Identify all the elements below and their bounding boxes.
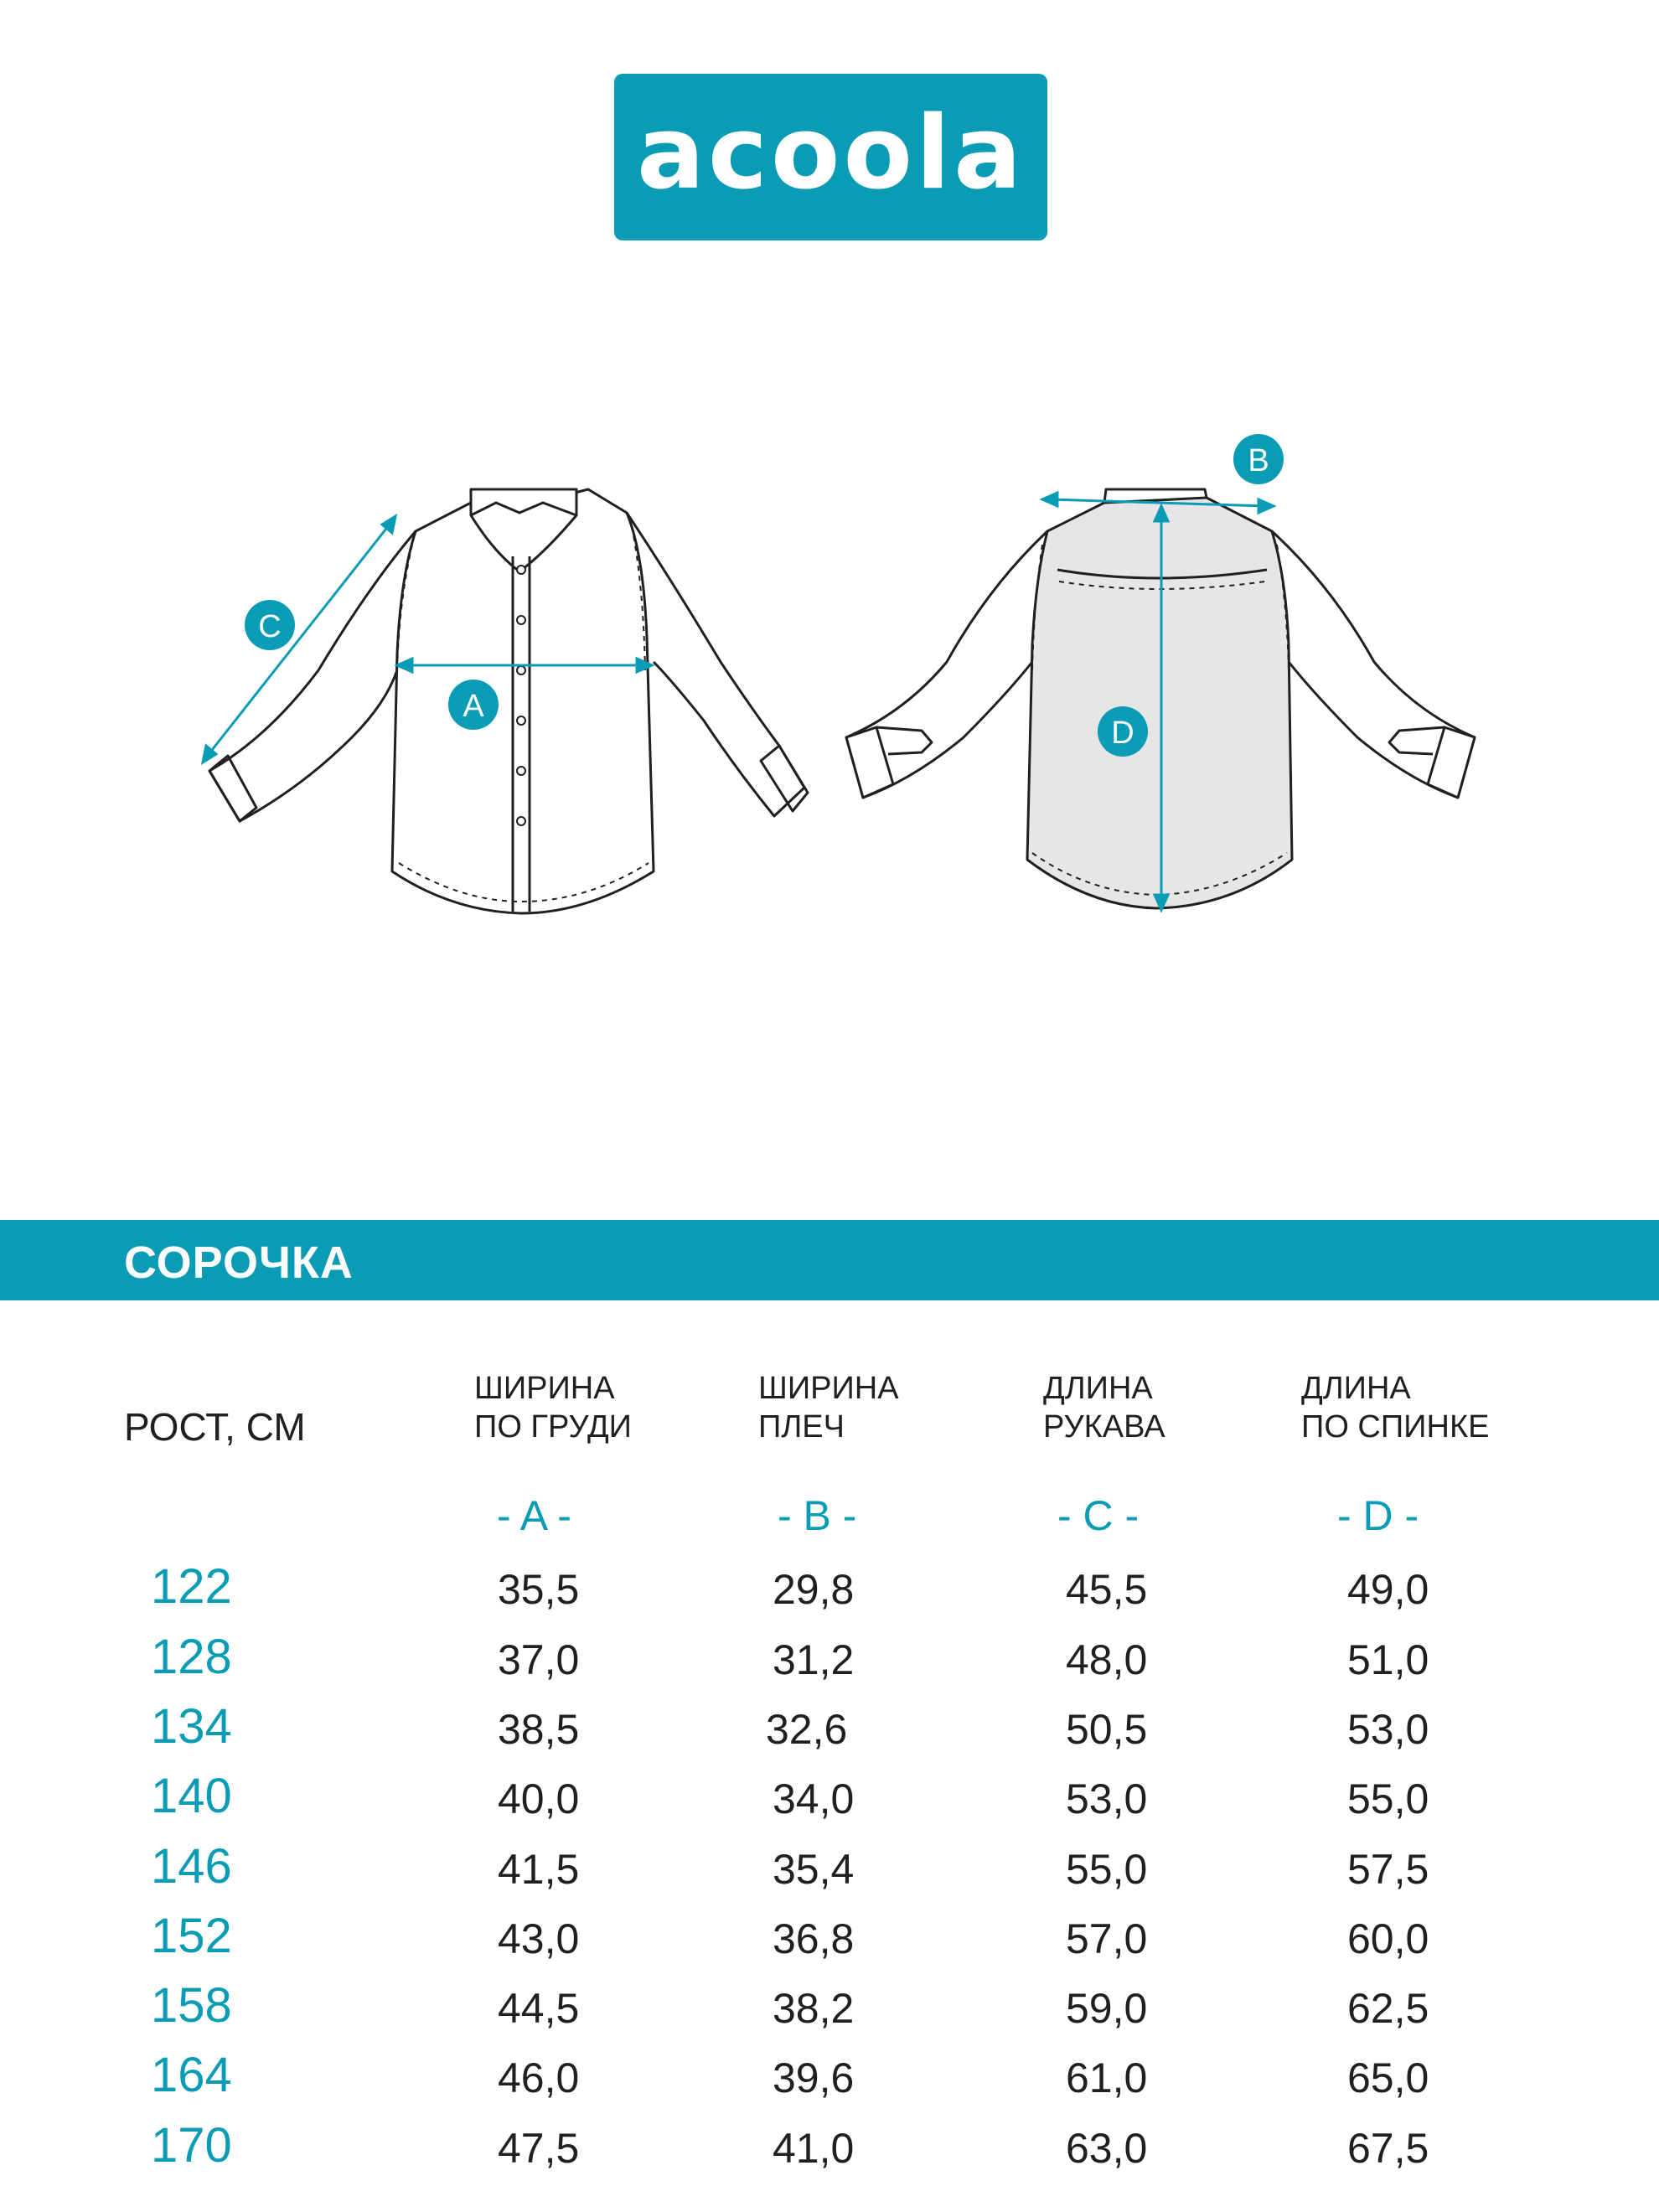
shirt-diagram	[0, 402, 1659, 938]
height-cell: 170	[151, 2118, 232, 2173]
height-header: РОСТ, СМ	[124, 1405, 306, 1449]
height-cell: 164	[151, 2048, 232, 2102]
back-length-cell: 57,5	[1347, 1846, 1429, 1893]
badge-b	[1233, 434, 1284, 484]
back-length-cell: 60,0	[1347, 1915, 1429, 1962]
height-cell: 122	[151, 1559, 232, 1614]
brand-logo-text: acoola	[636, 95, 1026, 212]
column-header-d	[1301, 1369, 1489, 1446]
sleeve-length-cell: 53,0	[1066, 1775, 1148, 1822]
chest-width-cell: 44,5	[498, 1985, 580, 2032]
column-header-b-line2: ПЛЕЧ	[758, 1409, 845, 1445]
column-code-a: - A -	[497, 1492, 571, 1539]
chest-width-cell: 46,0	[498, 2054, 580, 2101]
badge-d-label: D	[1111, 716, 1134, 751]
column-header-b	[758, 1369, 899, 1446]
column-header-c-line1: ДЛИНА	[1043, 1371, 1153, 1406]
height-cell: 140	[151, 1769, 232, 1823]
sleeve-length-cell: 55,0	[1066, 1846, 1148, 1893]
chest-width-cell: 37,0	[498, 1636, 580, 1683]
chest-width-cell: 35,5	[498, 1566, 580, 1613]
shoulder-width-cell: 38,2	[773, 1985, 855, 2032]
sleeve-length-cell: 57,0	[1066, 1915, 1148, 1962]
column-code-d: - D -	[1337, 1492, 1419, 1539]
table-row	[0, 1768, 1659, 1838]
badge-a	[448, 680, 499, 730]
column-header-a-line1: ШИРИНА	[474, 1371, 615, 1406]
sleeve-length-cell: 48,0	[1066, 1636, 1148, 1683]
table-row	[0, 2117, 1659, 2188]
badge-c	[245, 600, 295, 650]
table-row	[0, 1977, 1659, 2048]
shirt-front-drawing	[209, 489, 808, 913]
back-length-cell: 49,0	[1347, 1566, 1429, 1613]
shoulder-width-cell: 32,6	[766, 1706, 848, 1753]
shoulder-width-cell: 34,0	[773, 1775, 855, 1822]
badge-d	[1098, 706, 1148, 757]
column-header-a-line2: ПО ГРУДИ	[474, 1409, 632, 1445]
column-header-a	[474, 1369, 632, 1446]
back-length-cell: 53,0	[1347, 1706, 1429, 1753]
back-length-cell: 67,5	[1347, 2125, 1429, 2172]
column-header-d-line1: ДЛИНА	[1301, 1371, 1411, 1406]
column-code-b: - B -	[778, 1492, 857, 1539]
product-title: СОРОЧКА	[124, 1238, 354, 1288]
back-length-cell: 51,0	[1347, 1636, 1429, 1683]
height-cell: 128	[151, 1630, 232, 1684]
chest-width-cell: 41,5	[498, 1846, 580, 1893]
column-header-d-line2: ПО СПИНКЕ	[1301, 1409, 1490, 1445]
table-row	[0, 2047, 1659, 2117]
chest-width-cell: 43,0	[498, 1915, 580, 1962]
sleeve-length-cell: 45,5	[1066, 1566, 1148, 1613]
height-cell: 134	[151, 1699, 232, 1754]
shoulder-width-cell: 31,2	[773, 1636, 855, 1683]
shoulder-width-cell: 41,0	[773, 2125, 855, 2172]
back-length-cell: 55,0	[1347, 1775, 1429, 1822]
table-row	[0, 1558, 1659, 1629]
table-row	[0, 1908, 1659, 1978]
back-length-cell: 65,0	[1347, 2054, 1429, 2101]
table-row	[0, 1838, 1659, 1909]
badge-c-label: C	[258, 609, 282, 644]
chest-width-cell: 38,5	[498, 1706, 580, 1753]
badge-b-label: B	[1248, 443, 1269, 478]
back-length-cell: 62,5	[1347, 1985, 1429, 2032]
measure-line-c	[206, 521, 392, 757]
sleeve-length-cell: 61,0	[1066, 2054, 1148, 2101]
shoulder-width-cell: 39,6	[773, 2054, 855, 2101]
column-header-b-line1: ШИРИНА	[758, 1371, 899, 1406]
sleeve-length-cell: 59,0	[1066, 1985, 1148, 2032]
shoulder-width-cell: 29,8	[773, 1566, 855, 1613]
height-cell: 152	[151, 1909, 232, 1963]
height-cell: 158	[151, 1978, 232, 2033]
height-cell: 146	[151, 1839, 232, 1894]
column-code-c: - C -	[1057, 1492, 1140, 1539]
sleeve-length-cell: 63,0	[1066, 2125, 1148, 2172]
column-header-c-line2: РУКАВА	[1043, 1409, 1165, 1445]
brand-logo	[614, 74, 1047, 240]
chest-width-cell: 40,0	[498, 1775, 580, 1822]
table-row	[0, 1629, 1659, 1699]
column-header-c	[1043, 1369, 1165, 1446]
sleeve-length-cell: 50,5	[1066, 1706, 1148, 1753]
table-row	[0, 1698, 1659, 1769]
shoulder-width-cell: 35,4	[773, 1846, 855, 1893]
shoulder-width-cell: 36,8	[773, 1915, 855, 1962]
badge-a-label: A	[463, 689, 484, 724]
chest-width-cell: 47,5	[498, 2125, 580, 2172]
product-banner	[0, 1220, 1659, 1300]
